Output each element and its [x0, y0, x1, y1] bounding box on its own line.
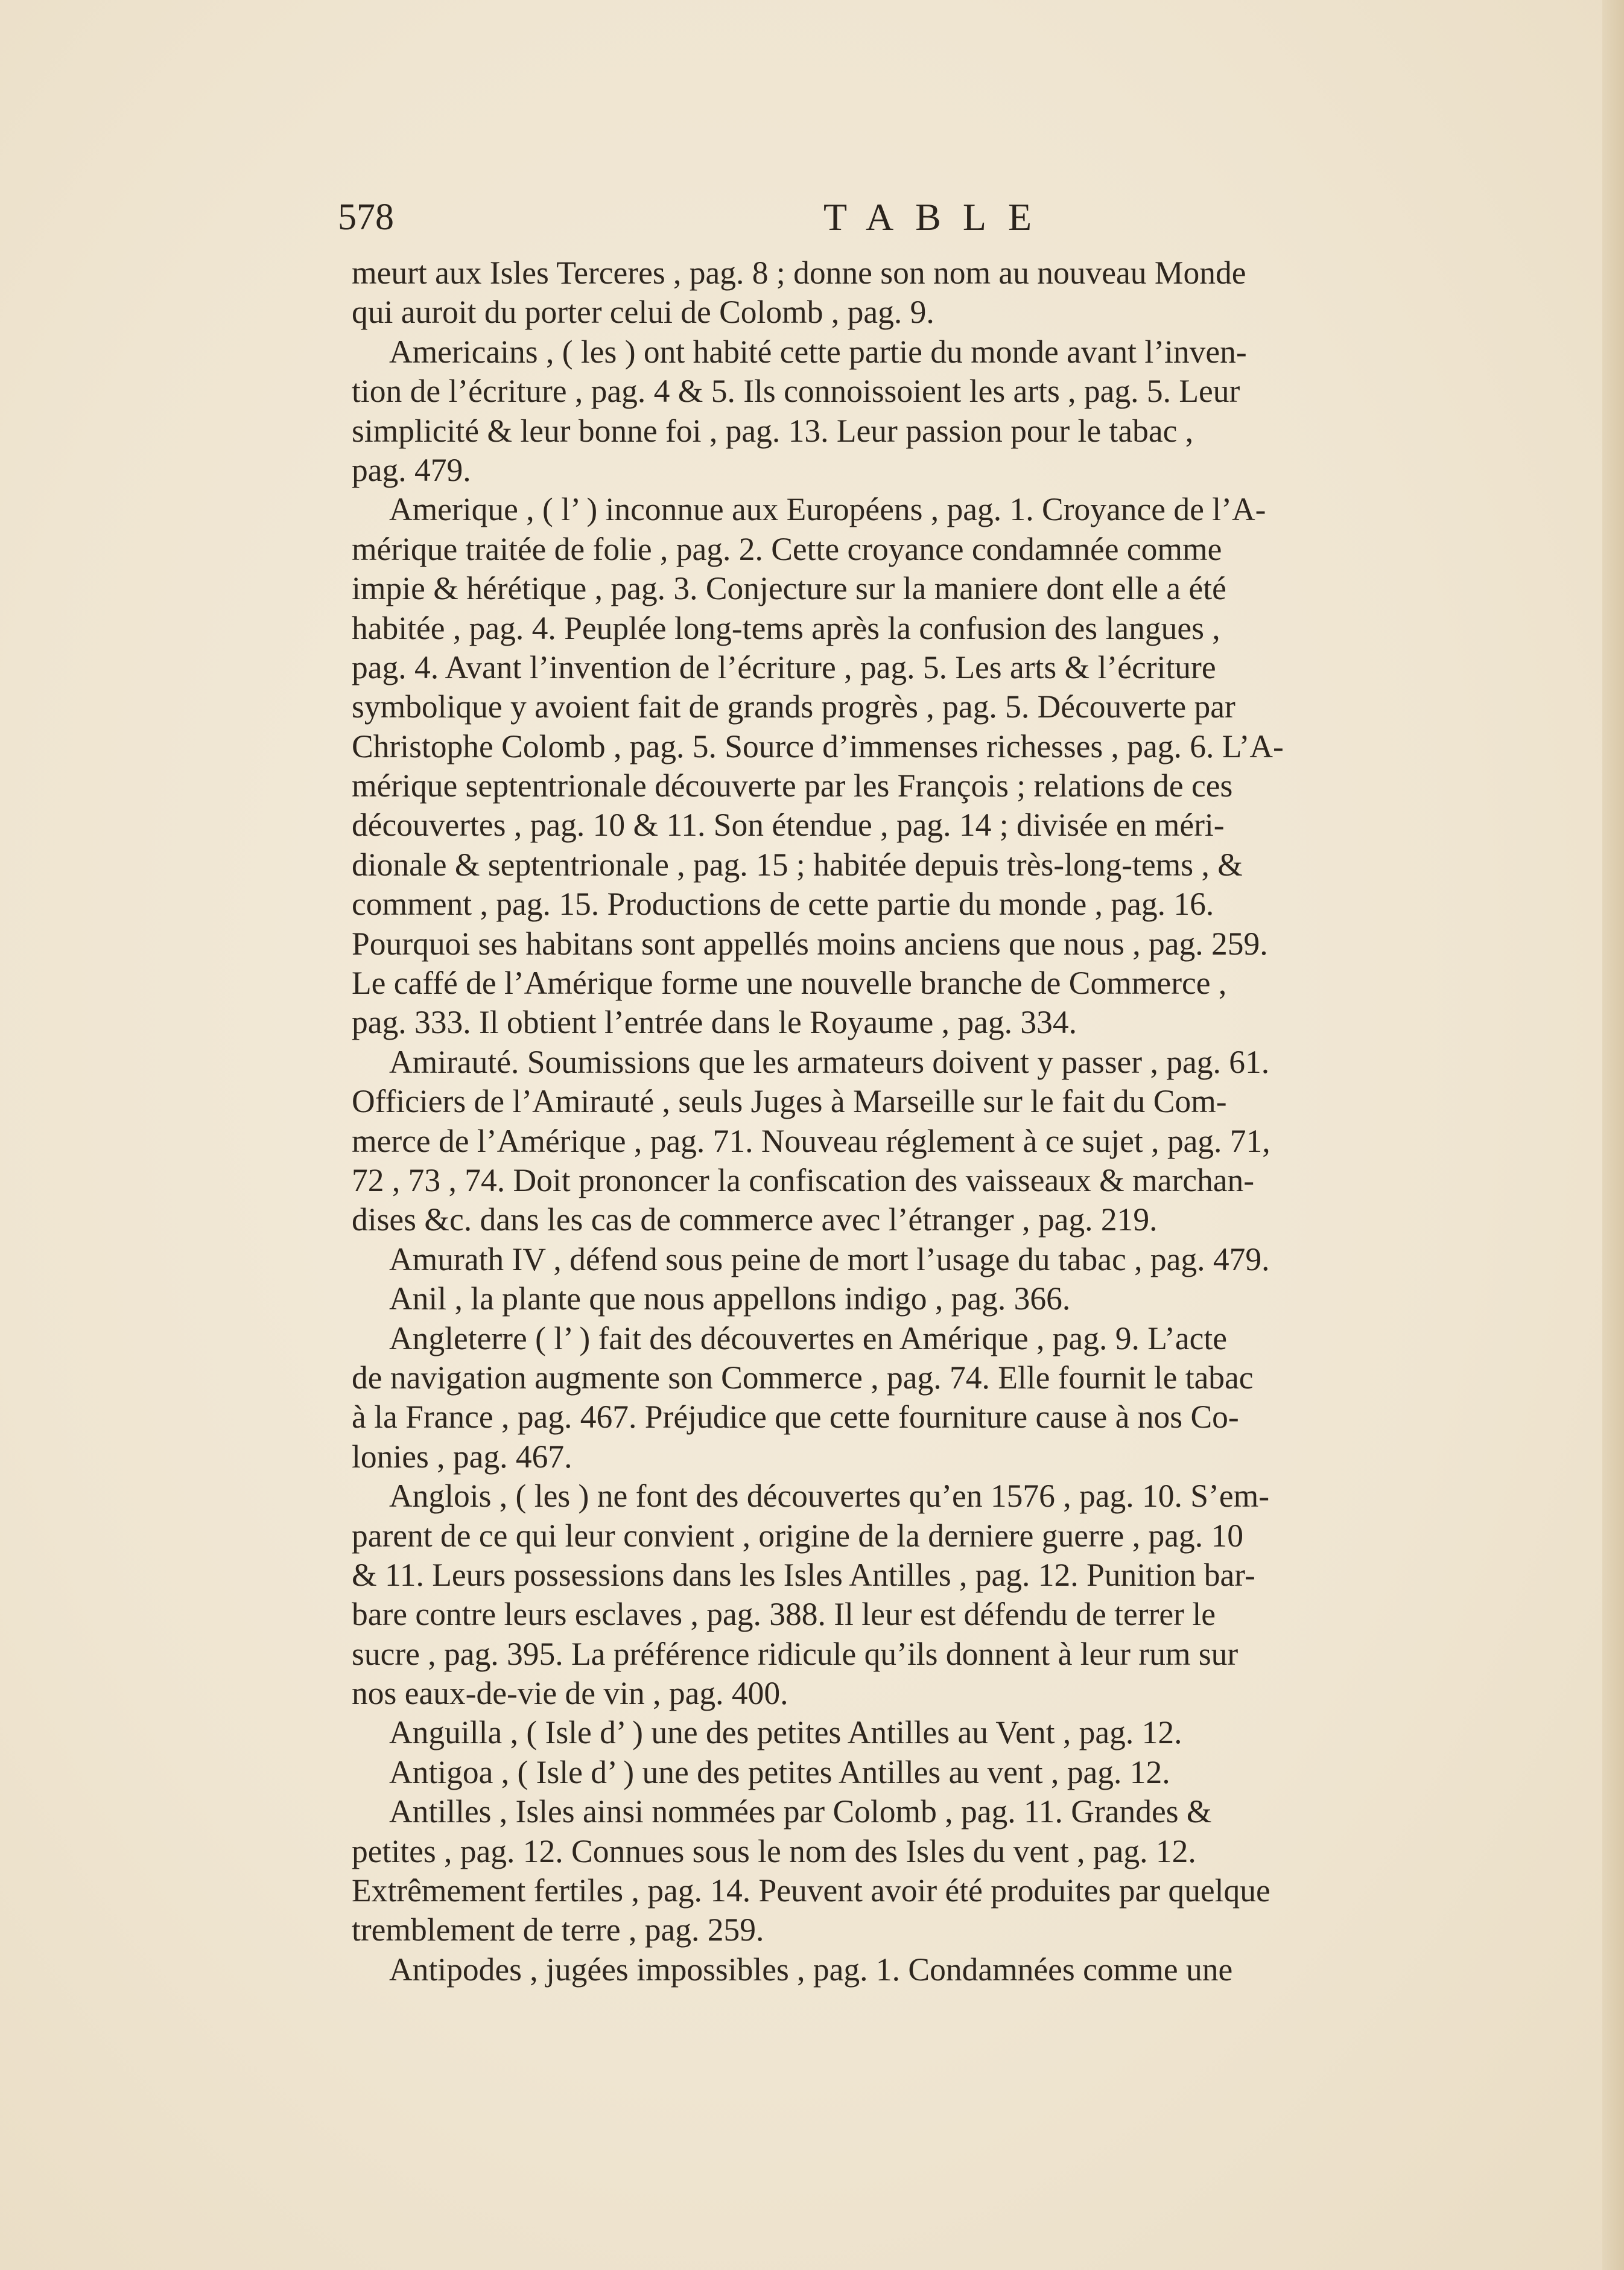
index-continuation-line: découvertes , pag. 10 & 11. Son étendue , pag. 14 ; divisée en méri- — [352, 807, 1225, 844]
index-continuation-line: Pourquoi ses habitans sont appellés moins anciens que nous , pag. 259. — [352, 925, 1268, 962]
index-continuation-line: Officiers de l’Amirauté , seuls Juges à Marseille sur le fait du Com- — [352, 1083, 1227, 1120]
page-edge — [1602, 0, 1624, 2270]
index-continuation-line: impie & hérétique , pag. 3. Conjecture sur la maniere dont elle a été — [352, 570, 1226, 607]
index-entry-line: Angleterre ( l’ ) fait des découvertes en Amérique , pag. 9. L’acte — [389, 1320, 1227, 1356]
page-header — [338, 190, 1517, 250]
index-continuation-line: dionale & septentrionale , pag. 15 ; habitée depuis très-long-tems , & — [352, 846, 1243, 883]
index-continuation-line: comment , pag. 15. Productions de cette partie du monde , pag. 16. — [352, 886, 1214, 923]
index-continuation-line: mérique traitée de folie , pag. 2. Cette croyance condamnée comme — [352, 530, 1222, 567]
index-entry-line: Anil , la plante que nous appellons indigo , pag. 366. — [389, 1280, 1071, 1317]
index-continuation-line: tremblement de terre , pag. 259. — [352, 1912, 764, 1948]
index-continuation-line: merce de l’Amérique , pag. 71. Nouveau réglement à ce sujet , pag. 71, — [352, 1122, 1270, 1159]
index-continuation-line: mérique septentrionale découverte par les François ; relations de ces — [352, 768, 1233, 804]
index-continuation-line: lonies , pag. 467. — [352, 1438, 573, 1475]
index-entry-line: Anguilla , ( Isle d’ ) une des petites Antilles au Vent , pag. 12. — [389, 1714, 1182, 1751]
index-continuation-line: qui auroit du porter celui de Colomb , pag. 9. — [352, 294, 934, 331]
index-continuation-line: pag. 4. Avant l’invention de l’écriture , pag. 5. Les arts & l’écriture — [352, 649, 1216, 685]
index-entry-line: Antilles , Isles ainsi nommées par Colomb , pag. 11. Grandes & — [389, 1793, 1212, 1830]
index-continuation-line: pag. 333. Il obtient l’entrée dans le Royaume , pag. 334. — [352, 1004, 1077, 1041]
index-continuation-line: parent de ce qui leur convient , origine de la derniere guerre , pag. 10 — [352, 1517, 1244, 1554]
index-continuation-line: dises &c. dans les cas de commerce avec l’étranger , pag. 219. — [352, 1201, 1158, 1238]
index-continuation-line: petites , pag. 12. Connues sous le nom des Isles du vent , pag. 12. — [352, 1833, 1196, 1869]
index-entry-line: Antipodes , jugées impossibles , pag. 1. Condamnées comme une — [389, 1951, 1233, 1988]
index-entry-line: Amirauté. Soumissions que les armateurs doivent y passer , pag. 61. — [389, 1043, 1270, 1080]
index-entry-line: Americains , ( les ) ont habité cette partie du monde avant l’inven- — [389, 333, 1247, 370]
index-continuation-line: Extrêmement fertiles , pag. 14. Peuvent avoir été produites par quelque — [352, 1872, 1270, 1909]
index-text-block — [352, 253, 1515, 1989]
index-entry-line: Antigoa , ( Isle d’ ) une des petites Antilles au vent , pag. 12. — [389, 1753, 1170, 1790]
index-continuation-line: 72 , 73 , 74. Doit prononcer la confiscation des vaisseaux & marchan- — [352, 1162, 1255, 1198]
index-continuation-line: sucre , pag. 395. La préférence ridicule qu’ils donnent à leur rum sur — [352, 1635, 1239, 1672]
index-continuation-line: symbolique y avoient fait de grands progrès , pag. 5. Découverte par — [352, 688, 1235, 725]
index-continuation-line: pag. 479. — [352, 451, 471, 488]
index-continuation-line: Christophe Colomb , pag. 5. Source d’immenses richesses , pag. 6. L’A- — [352, 728, 1284, 765]
index-continuation-line: & 11. Leurs possessions dans les Isles Antilles , pag. 12. Punition bar- — [352, 1556, 1255, 1593]
index-continuation-line: meurt aux Isles Terceres , pag. 8 ; donne son nom au nouveau Monde — [352, 255, 1246, 291]
index-continuation-line: tion de l’écriture , pag. 4 & 5. Ils connoissoient les arts , pag. 5. Leur — [352, 373, 1240, 410]
index-continuation-line: Le caffé de l’Amérique forme une nouvelle branche de Commerce , — [352, 965, 1227, 1002]
index-entry-line: Anglois , ( les ) ne font des découvertes qu’en 1576 , pag. 10. S’em- — [389, 1478, 1270, 1515]
index-entry-line: Amerique , ( l’ ) inconnue aux Européens , pag. 1. Croyance de l’A- — [389, 491, 1266, 528]
index-continuation-line: de navigation augmente son Commerce , pag. 74. Elle fournit le tabac — [352, 1359, 1254, 1396]
index-continuation-line: simplicité & leur bonne foi , pag. 13. Leur passion pour le tabac , — [352, 412, 1194, 449]
index-continuation-line: bare contre leurs esclaves , pag. 388. Il leur est défendu de terrer le — [352, 1596, 1216, 1633]
index-continuation-line: habitée , pag. 4. Peuplée long-tems après la confusion des langues , — [352, 609, 1220, 646]
index-entry-line: Amurath IV , défend sous peine de mort l’usage du tabac , pag. 479. — [389, 1241, 1270, 1277]
index-continuation-line: à la France , pag. 467. Préjudice que cette fourniture cause à nos Co- — [352, 1399, 1239, 1435]
page-number: 578 — [338, 197, 394, 238]
index-continuation-line: nos eaux-de-vie de vin , pag. 400. — [352, 1675, 788, 1712]
running-title: TABLE — [823, 196, 1054, 238]
